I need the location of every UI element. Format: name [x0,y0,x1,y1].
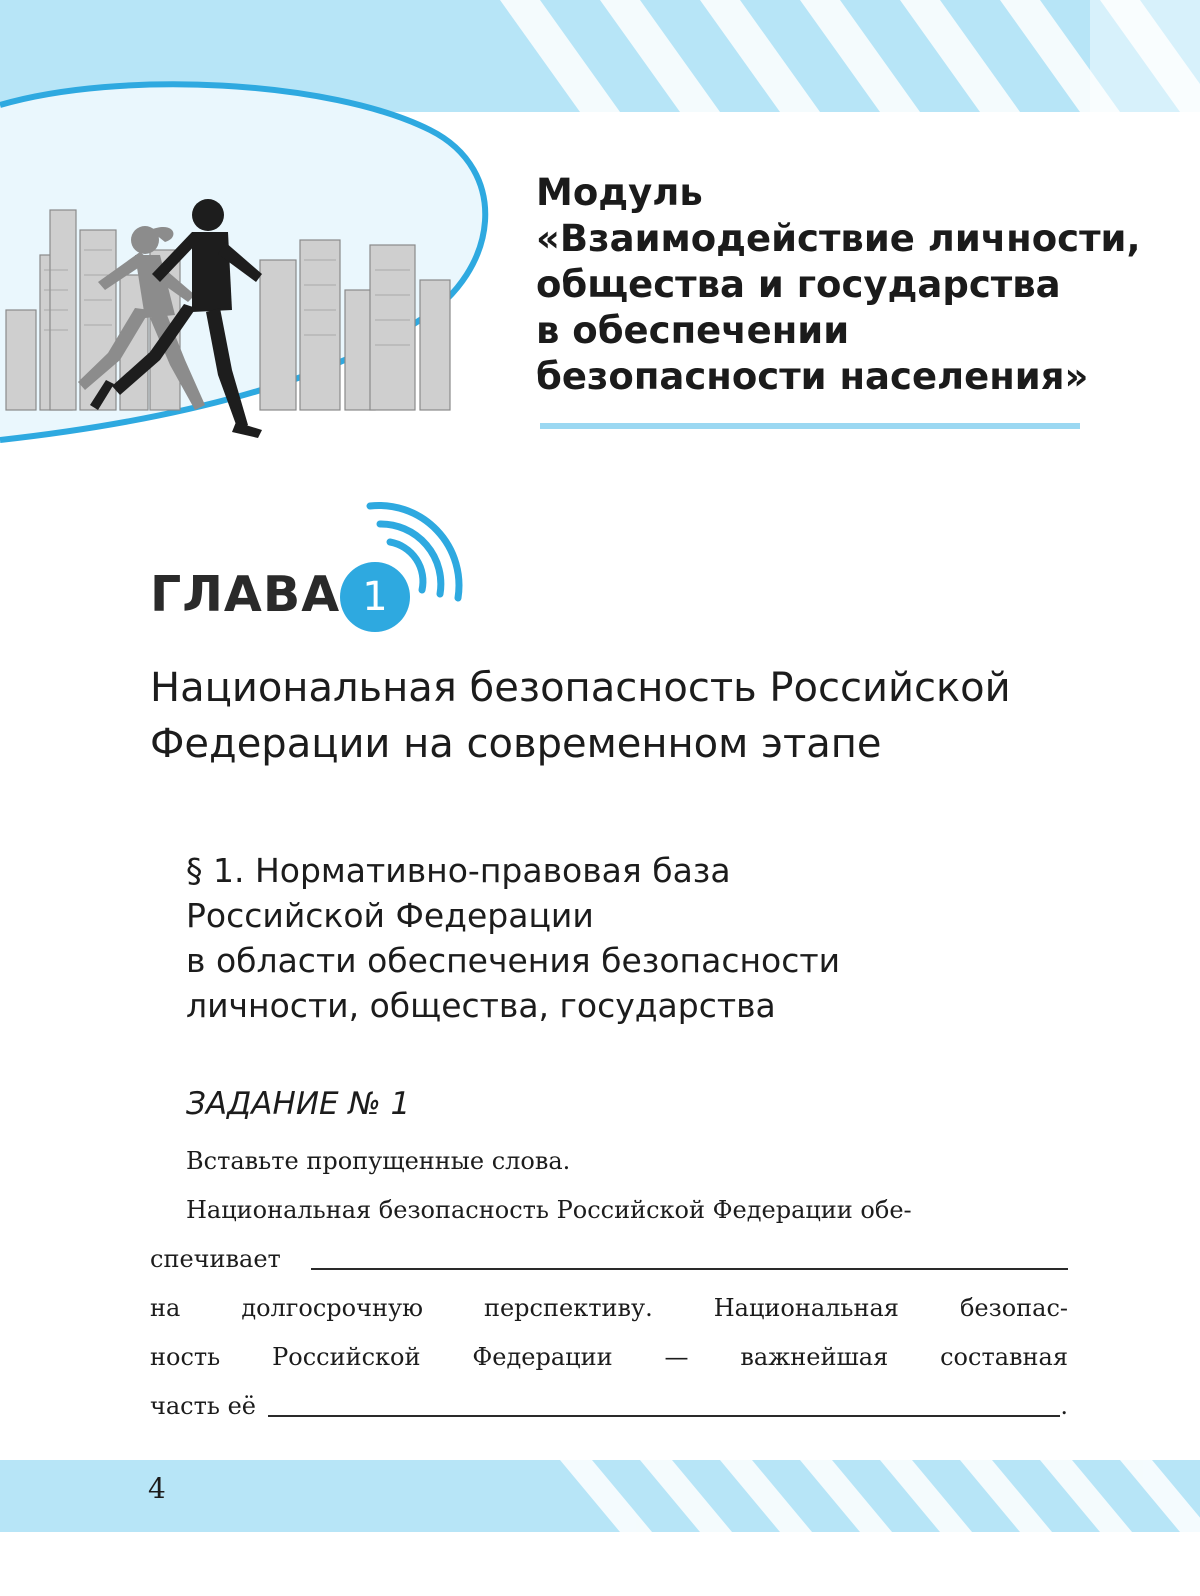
chapter-title-line: Федерации на современном этапе [150,721,882,767]
paragraph-word: Российской [272,1343,421,1371]
module-title-line: в обеспечении [536,309,850,352]
paragraph-line [150,1382,1068,1431]
task-heading: ЗАДАНИЕ № 1 [186,1086,411,1122]
paragraph-word: Федерации [472,1343,613,1371]
header-rule [540,423,1080,429]
task-paragraph [150,1186,1068,1431]
fill-in-blank-2[interactable] [268,1385,1060,1417]
module-title-line: Модуль [536,171,703,214]
module-title-line: «Взаимодействие личности, [536,217,1141,260]
paragraph-word: — [664,1343,689,1371]
paragraph-text: Национальная безопасность Российской Федерации обе- [186,1196,912,1224]
task-instruction: Вставьте пропущенные слова. [186,1147,571,1175]
fill-in-blank-1[interactable] [311,1238,1068,1270]
footer-band [0,1460,1200,1532]
paragraph-line [150,1186,1068,1235]
section-title [186,848,1086,1028]
page-number: 4 [148,1472,166,1505]
chapter-label: ГЛАВА [150,566,341,623]
paragraph-word: долгосрочную [241,1294,423,1322]
paragraph-line [150,1284,1068,1333]
paragraph-word: ность [150,1343,221,1371]
paragraph-text: спечивает [150,1245,281,1273]
chapter-title-line: Национальная безопасность Российской [150,665,1011,711]
section-title-line: Российской Федерации [186,896,594,935]
paragraph-word: Национальная [713,1294,899,1322]
chapter-number-badge: 1 [340,562,410,632]
module-title-line: безопасности населения» [536,355,1089,398]
module-title [536,170,1186,400]
chapter-title [150,660,1110,772]
paragraph-line [150,1333,1068,1382]
paragraph-word: на [150,1294,181,1322]
section-title-line: § 1. Нормативно-правовая база [186,851,731,890]
module-title-line: общества и государства [536,263,1061,306]
paragraph-text: часть её [150,1392,256,1420]
runners-city-illustration [0,60,510,460]
paragraph-word: составная [940,1343,1068,1371]
paragraph-word: безопас- [959,1294,1068,1322]
paragraph-line [150,1235,1068,1284]
paragraph-word: важнейшая [740,1343,889,1371]
paragraph-word: перспективу. [483,1294,653,1322]
section-title-line: в области обеспечения безопасности [186,941,841,980]
section-title-line: личности, общества, государства [186,986,776,1025]
footer-stripes [0,1460,1200,1532]
paragraph-text: . [1060,1392,1068,1420]
